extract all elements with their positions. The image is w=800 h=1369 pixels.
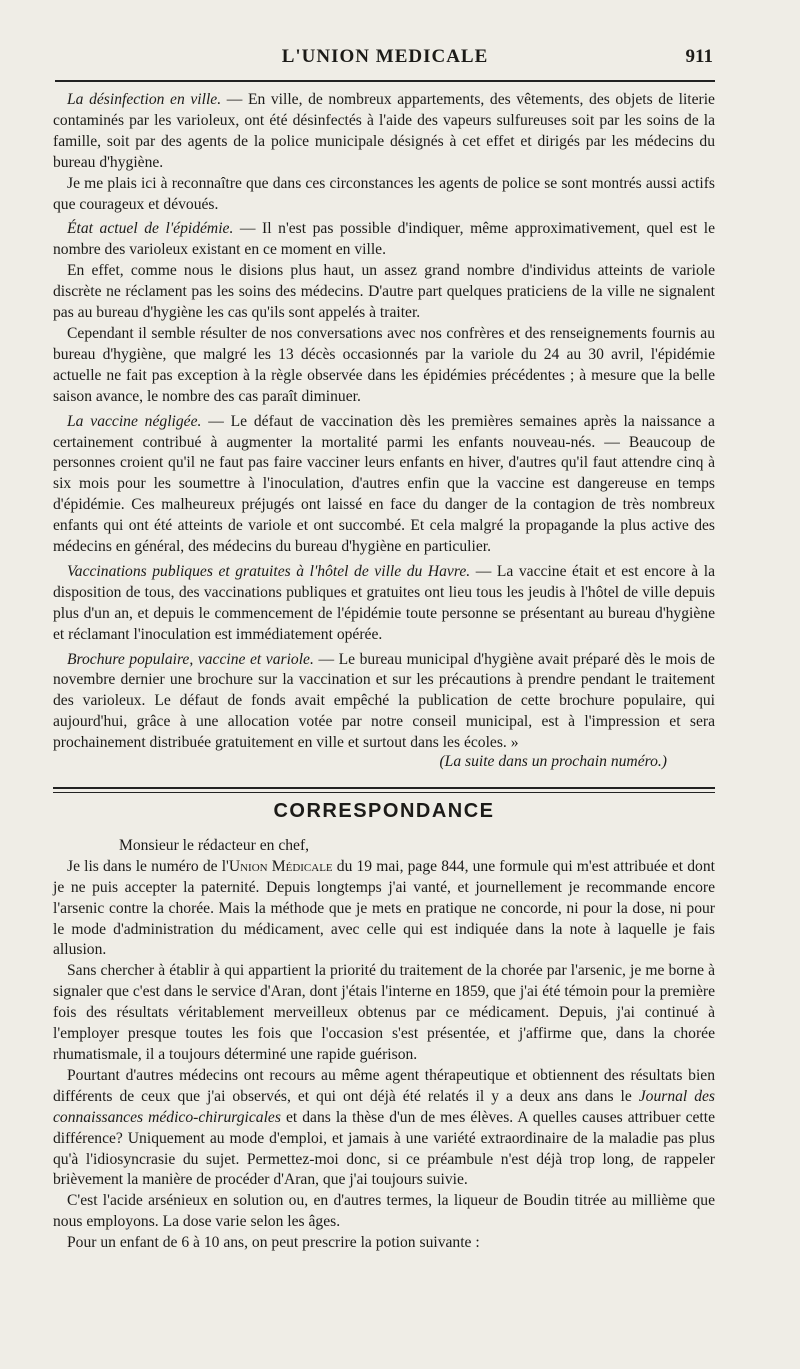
- section-title: CORRESPONDANCE: [273, 800, 495, 822]
- paragraph: La vaccine négligée. — Le défaut de vaccination dès les premières semaines après la naissance a certainement contribué à augmenter la mortalité parmi les enfants nouveau-nés. — Beaucoup de personnes croient qu'il ne faut pas faire vacciner leurs enfants en hiver, d'autres qu'il faut attendre cinq à six mois pour les soumettre à l'inoculation, d'autres enfin que la vaccine est dangereuse en temps d'épidémie. Ces malheureux préjugés ont laissé en face du danger de la contagion de très nombreux enfants qui ont été atteints de variole et ont succombé. Et cela malgré la propagande la plus active des médecins en général, des médecins du bureau d'hygiène en particulier.: [53, 412, 715, 556]
- salutation: Monsieur le rédacteur en chef,: [119, 836, 310, 854]
- continued-note: (La suite dans un prochain numéro.): [439, 753, 667, 771]
- page-header: [55, 46, 715, 76]
- paragraph: Cependant il semble résulter de nos conversations avec nos confrères et des renseignements fournis au bureau d'hygiène, que malgré les 13 décès occasionnés par la variole du 24 au 30 avril, l'épidémie actuelle ne fait pas exception à la règle observée dans les épidémies précédentes ; à mesure que la belle saison avance, le nombre des cas paraît diminuer.: [53, 324, 715, 405]
- header-rule: [55, 80, 715, 82]
- paragraph: La désinfection en ville. — En ville, de nombreux appartements, des vêtements, des objets de literie contaminés par les varioleux, ont été désinfectés à l'aide des vapeurs sulfureuses soit par les soins de la famille, soit par des agents de la police municipale désignés à cet effet et dirigés par les médecins du bureau d'hygiène.: [53, 91, 715, 171]
- paragraph: En effet, comme nous le disions plus haut, un assez grand nombre d'individus atteints de variole discrète ne réclament pas les soins des médecins. D'autre part quelques praticiens de la ville ne signalent pas au bureau d'hygiène les cas qu'ils sont appelés à traiter.: [53, 262, 715, 322]
- paragraph: Brochure populaire, vaccine et variole. — Le bureau municipal d'hygiène avait préparé dès le mois de novembre dernier une brochure sur la vaccination et sur les précautions à prendre pendant le traitement des varioleux. Le défaut de fonds avait empêché la publication de cette brochure populaire, qui aujourd'hui, grâce à une allocation votée par notre conseil municipal, est à l'impression et sera prochainement distribuée gratuitement en ville et surtout dans les écoles. »: [53, 650, 715, 752]
- paragraph: Je me plais ici à reconnaître que dans ces circonstances les agents de police se sont montrés aussi actifs que courageux et dévoués.: [53, 174, 715, 213]
- section-divider: [53, 787, 715, 793]
- running-title: L'UNION MEDICALE: [281, 46, 489, 67]
- letter-paragraph: C'est l'acide arsénieux en solution ou, en d'autres termes, la liqueur de Boudin titrée au millième que nous employons. La dose varie selon les âges.: [53, 1192, 715, 1231]
- paragraph: État actuel de l'épidémie. — Il n'est pas possible d'indiquer, même approximativement, quel est le nombre des varioleux existant en ce moment en ville.: [53, 220, 715, 259]
- page-number: 911: [685, 46, 713, 67]
- letter-paragraph: Pour un enfant de 6 à 10 ans, on peut prescrire la potion suivante :: [67, 1234, 480, 1252]
- article-body: [53, 90, 715, 1254]
- letter-paragraph: Sans chercher à établir à qui appartient la priorité du traitement de la chorée par l'arsenic, je me borne à signaler que c'est dans le service d'Aran, dont j'étais l'interne en 1859, que j'ai été témoin pour la première fois des résultats véritablement merveilleux obtenus par ce médicament. Depuis, j'ai continué à l'employer presque toutes les fois que l'occasion s'est présentée, et j'affirme que, dans la chorée rhumatismale, il a toujours déterminé une rapide guérison.: [53, 962, 715, 1063]
- letter-paragraph: Je lis dans le numéro de l'Union Médicale du 19 mai, page 844, une formule qui m'est attribuée et dont je ne puis accepter la paternité. Depuis longtemps j'ai vanté, et journellement je recommande encore l'arsenic contre la chorée. Mais la méthode que je mets en pratique ne concorde, ni pour la dose, ni pour le mode d'administration du médicament, avec celle qui est indiquée dans la note à laquelle je fais allusion.: [53, 857, 715, 959]
- letter-paragraph: Pourtant d'autres médecins ont recours au même agent thérapeutique et obtiennent des résultats bien différents de ceux que j'ai observés, et qui ont déjà été relatés il y a deux ans dans le Journal des connaissances médico-chirurgicales et dans la thèse d'un de mes élèves. A quelles causes attribuer cette différence? Uniquement au mode d'emploi, et jamais à une variété extraordinaire de la maladie pas plus qu'à l'idiosyncrasie du sujet. Permettez-moi donc, si ce préambule n'est déjà trop long, de rappeler brièvement la manière de procéder d'Aran, que j'ai toujours suivie.: [53, 1066, 716, 1189]
- paragraph: Vaccinations publiques et gratuites à l'hôtel de ville du Havre. — La vaccine était et est encore à la disposition de tous, des vaccinations publiques et gratuites ont lieu tous les jeudis à l'hôtel de ville depuis plus d'un an, et depuis le commencement de l'épidémie toute personne se présentant au bureau d'hygiène et réclamant l'inoculation est immédiatement opérée.: [53, 562, 715, 643]
